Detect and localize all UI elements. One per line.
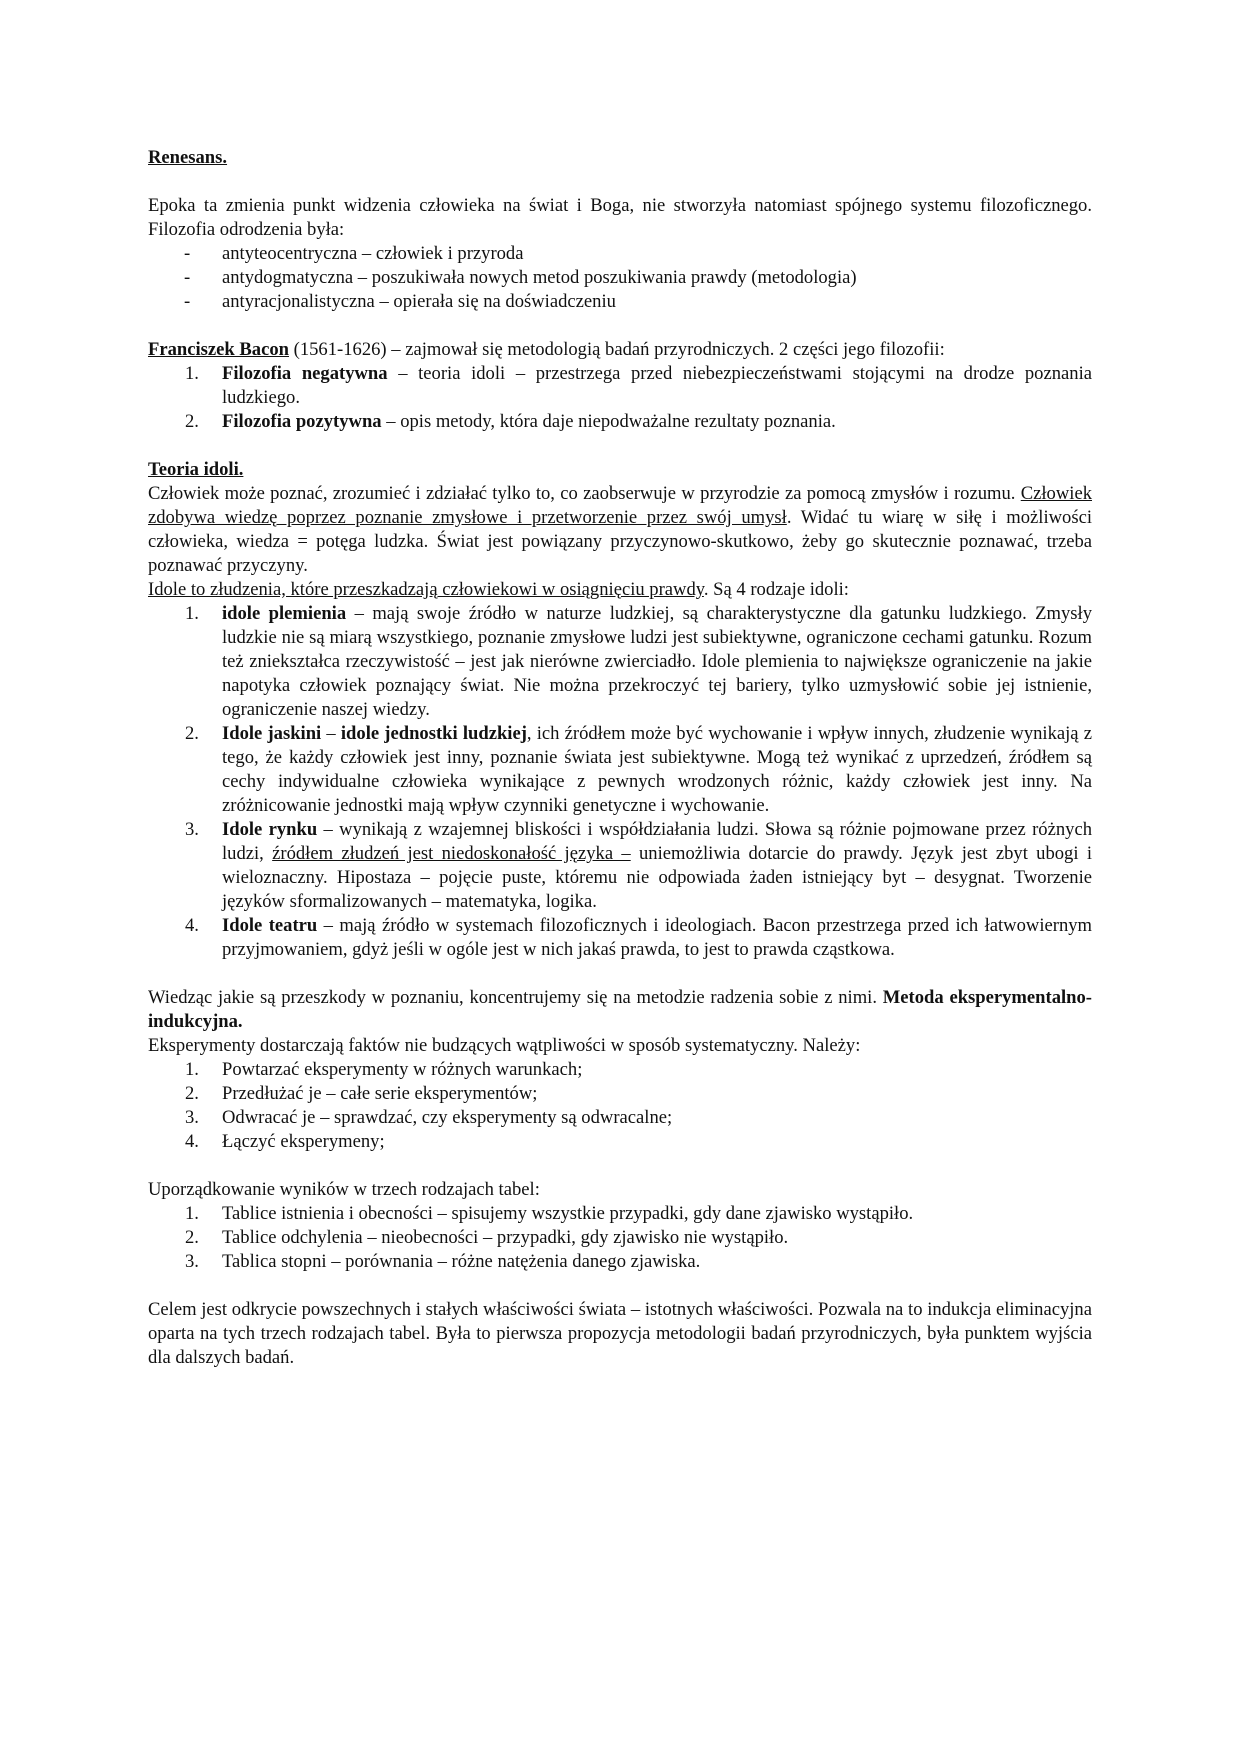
list-item: 4. Idole teatru – mają źródło w systemach filozoficznych i ideologiach. Bacon przestrzega przed ich łatwowiernym przyjmowaniem, gdyż jeśli w ogóle jest w nich jakaś prawda, to jest to prawda cząstkowa. — [185, 915, 1093, 960]
method-paragraph: Wiedząc jakie są przeszkody w poznaniu, koncentrujemy się na metodzie radzenia sobie z nimi. Metoda eksperymentalno-indukcyjna. — [148, 987, 1092, 1032]
page-title: Renesans. — [148, 147, 228, 168]
list-item: 2. Idole jaskini – idole jednostki ludzkiej, ich źródłem może być wychowanie i wpływ innych, złudzenie wynikają z tego, że każdy człowiek jest inny, poznanie świata jest subiektywne. Mogą też wynikać z uprzedzeń, źródłem są cechy indywidualne człowieka wynikające z pewnych wrodzonych różnic, każdy człowiek jest inny. Na zróżnicowanie jednostki mają wpływ czynniki genetyczne i wychowanie. — [185, 723, 1092, 816]
list-item: 2. Przedłużać je – całe serie eksperymentów; — [185, 1083, 538, 1104]
bacon-list — [148, 362, 1092, 434]
list-item: 3. Idole rynku – wynikają z wzajemnej bliskości i współdziałania ludzi. Słowa są różnie pojmowane przez różnych ludzi, źródłem złudzeń jest niedoskonałość języka – uniemożliwia dotarcie do prawdy. Język jest zbyt ubogi i wieloznaczny. Hipostaza – pojęcie puste, któremu nie odpowiada żaden istniejący byt – desygnat. Tworzenie języków sformalizowanych – matematyka, logika. — [185, 819, 1092, 912]
intro-paragraph: Epoka ta zmienia punkt widzenia człowieka na świat i Boga, nie stworzyła natomiast spójnego systemu filozoficznego. Filozofia odrodzenia była: — [148, 195, 1092, 240]
bacon-paragraph: Franciszek Bacon (1561-1626) – zajmował się metodologią badań przyrodniczych. 2 części jego filozofii: — [148, 339, 945, 360]
method-paragraph: Eksperymenty dostarczają faktów nie budzących wątpliwości w sposób systematyczny. Należy: — [148, 1035, 861, 1056]
document-page — [148, 146, 1092, 1370]
list-item: 3. Odwracać je – sprawdzać, czy eksperymenty są odwracalne; — [185, 1107, 673, 1128]
list-item: 1. Powtarzać eksperymenty w różnych warunkach; — [185, 1059, 583, 1080]
idols-paragraph: Człowiek może poznać, zrozumieć i zdziałać tylko to, co zaobserwuje w przyrodzie za pomocą zmysłów i rozumu. Człowiek zdobywa wiedzę poprzez poznanie zmysłowe i przetworzenie przez swój umysł. Widać tu wiarę w siłę i możliwości człowieka, wiedza = potęga ludzka. Świat jest powiązany przyczynowo-skutkowo, żeby go skutecznie poznawać, trzeba poznawać przyczyny. — [148, 483, 1092, 576]
list-item: 1. Filozofia negatywna – teoria idoli – przestrzega przed niebezpieczeństwami stojącymi na drodze poznania ludzkiego. — [185, 363, 1093, 408]
list-item: 2. Filozofia pozytywna – opis metody, która daje niepodważalne rezultaty poznania. — [185, 411, 836, 432]
tables-list — [148, 1202, 1092, 1274]
intro-list — [148, 242, 1092, 314]
list-item: 1. idole plemienia – mają swoje źródło w naturze ludzkiej, są charakterystyczne dla gatunku ludzkiego. Zmysły ludzkie nie są miarą wszystkiego, poznanie zmysłowe ludzi jest subiektywne, ograniczone cechami gatunku. Rozum też zniekształca rzeczywistość – jest jak nierówne zwierciadło. Idole plemienia to największe ograniczenie na jakie napotyka człowiek poznający świat. Nie można przekroczyć tej bariery, tylko uzmysłowić sobie jej istnienie, ograniczenie naszej wiedzy. — [185, 603, 1092, 720]
conclusion-paragraph: Celem jest odkrycie powszechnych i stałych właściwości świata – istotnych właściwości. Pozwala na to indukcja eliminacyjna oparta na tych trzech rodzajach tabel. Była to pierwsza propozycja metodologii badań przyrodniczych, była punktem wyjścia dla dalszych badań. — [148, 1299, 1092, 1368]
list-item: - antydogmatyczna – poszukiwała nowych metod poszukiwania prawdy (metodologia) — [148, 266, 1092, 290]
list-item: 2. Tablice odchylenia – nieobecności – przypadki, gdy zjawisko nie wystąpiło. — [185, 1227, 789, 1248]
section-heading: Teoria idoli. — [148, 459, 244, 480]
bacon-name: Franciszek Bacon — [148, 339, 289, 360]
tables-paragraph: Uporządkowanie wyników w trzech rodzajach tabel: — [148, 1179, 540, 1200]
list-item: - antyteocentryczna – człowiek i przyroda — [148, 242, 1092, 266]
list-item: - antyracjonalistyczna – opierała się na doświadczeniu — [148, 290, 1092, 314]
method-list — [148, 1058, 1092, 1154]
list-item: 4. Łączyć eksperymeny; — [185, 1131, 385, 1152]
list-item: 1. Tablice istnienia i obecności – spisujemy wszystkie przypadki, gdy dane zjawisko wystąpiło. — [185, 1203, 914, 1224]
idols-paragraph: Idole to złudzenia, które przeszkadzają człowiekowi w osiągnięciu prawdy. Są 4 rodzaje idoli: — [148, 579, 849, 600]
idols-list — [148, 602, 1092, 962]
list-item: 3. Tablica stopni – porównania – różne natężenia danego zjawiska. — [185, 1251, 701, 1272]
